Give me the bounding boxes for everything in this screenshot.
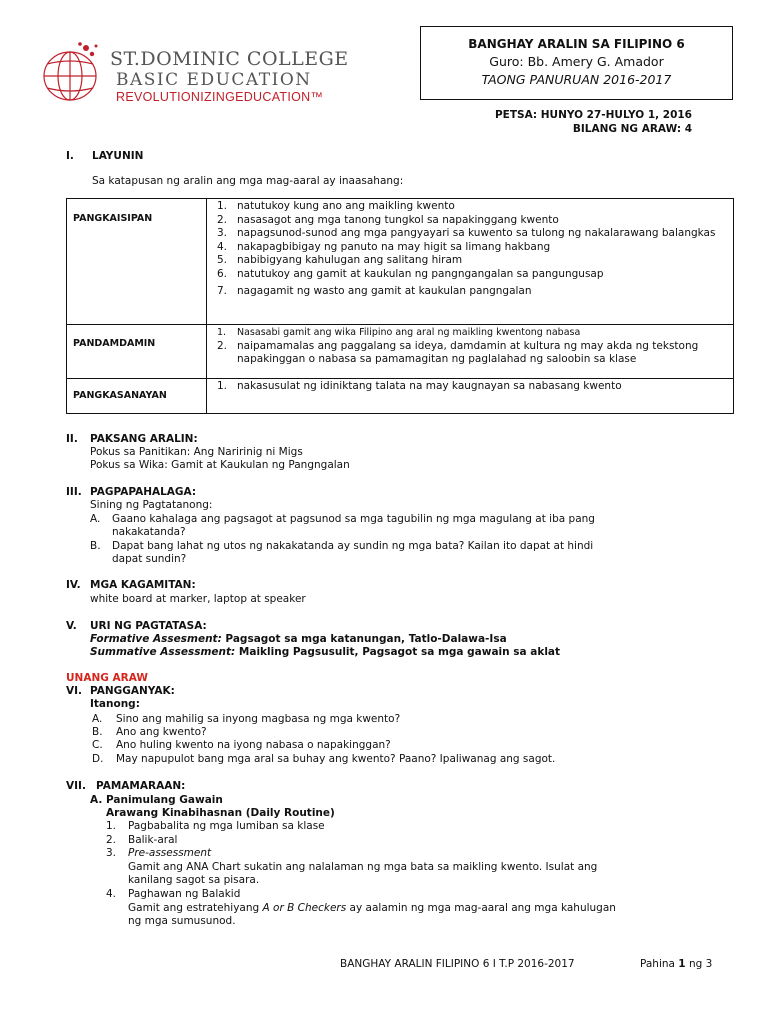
step-3-detail-line-1: Gamit ang ANA Chart sukatin ang nalalaman ng mga bata sa maikling kwento. Isulat ang: [128, 861, 598, 873]
school-logo: [36, 30, 349, 110]
table-row: [67, 325, 734, 379]
question-b: Ano ang kwento?: [116, 726, 207, 738]
kagamitan-text: white board at marker, laptop at speaker: [90, 593, 306, 605]
daily-routine: Arawang Kinabihasnan (Daily Routine): [106, 807, 335, 819]
section-title-pagpapahalaga: PAGPAPAHALAGA:: [90, 486, 197, 498]
objectives-table: [66, 198, 734, 414]
list-item: 3. napagsunod-sunod ang mga pangyayari sa kuwento sa tulong ng nakalarawang balangkas: [217, 227, 716, 239]
header-box: [420, 26, 733, 100]
page-number: Pahina 1 ng 3: [640, 958, 713, 970]
section-title-pagtatasa: URI NG PAGTATASA:: [90, 620, 207, 632]
step-3-detail-line-2: kanilang sagot sa pisara.: [128, 874, 260, 886]
category-cell: PANGKAISIPAN: [67, 199, 207, 325]
logo-school-name: ST.DOMINIC COLLEGE: [110, 48, 349, 70]
letter-a: A.: [90, 513, 101, 525]
question-a-line-1: Gaano kahalaga ang pagsagot at pagsunod sa mga tagubilin ng mga magulang at iba pang: [112, 513, 595, 525]
step-text: Balik-aral: [128, 834, 178, 846]
logo-tagline: REVOLUTIONIZINGEDUCATION™: [116, 90, 324, 104]
items-cell: [207, 379, 734, 414]
letter-c: C.: [92, 739, 103, 751]
question-c: Ano huling kwento na iyong nabasa o napakinggan?: [116, 739, 391, 751]
objective-list: [213, 326, 729, 367]
step-text: Pagbabalita ng mga lumiban sa klase: [128, 820, 325, 832]
step-text: Pre-assessment: [128, 847, 212, 859]
items-cell: [207, 199, 734, 325]
letter-d: D.: [92, 753, 104, 765]
list-item: 5. nabibigyang kahulugan ang salitang hiram: [217, 254, 463, 266]
list-item: 6. natutukoy ang gamit at kaukulan ng pangngangalan sa pangungusap: [217, 267, 604, 280]
category-cell: PANGKASANAYAN: [67, 379, 207, 414]
category-cell: PANDAMDAMIN: [67, 325, 207, 379]
table-row: [67, 379, 734, 414]
layunin-intro: Sa katapusan ng aralin ang mga mag-aaral ay inaasahang:: [92, 175, 404, 187]
letter-b: B.: [92, 726, 103, 738]
question-a-line-2: nakakatanda?: [112, 526, 186, 538]
paksa-line-1: Pokus sa Panitikan: Ang Naririnig ni Migs: [90, 446, 303, 458]
question-a: Sino ang mahilig sa inyong magbasa ng mga kwento?: [116, 713, 401, 725]
section-num-4: IV.: [66, 579, 81, 591]
date-range: PETSA: HUNYO 27-HULYO 1, 2016: [494, 109, 692, 121]
items-cell: [207, 325, 734, 379]
document-title: BANGHAY ARALIN SA FILIPINO 6: [468, 37, 685, 51]
letter-a: A.: [92, 713, 103, 725]
question-b-line-1: Dapat bang lahat ng utos ng nakakatanda ay sundin ng mga bata? Kailan ito dapat at hindi: [112, 540, 594, 552]
step-num: 1.: [106, 820, 117, 832]
list-item: 1. Nasasabi gamit ang wika Filipino ang aral ng maikling kwentong nabasa: [217, 327, 581, 338]
step-text: Paghawan ng Balakid: [128, 888, 241, 900]
section-num-1: I.: [66, 150, 74, 162]
table-row: [67, 199, 734, 325]
question-d: May napupulot bang mga aral sa buhay ang kwento? Paano? Ipaliwanag ang sagot.: [116, 753, 556, 765]
section-title-kagamitan: MGA KAGAMITAN:: [90, 579, 196, 591]
teacher-name: Guro: Bb. Amery G. Amador: [489, 54, 664, 69]
day-heading: UNANG ARAW: [66, 672, 148, 684]
section-num-6: VI.: [66, 685, 83, 697]
summative-line: Summative Assessment: Maikling Pagsusulit, Pagsagot sa mga gawain sa aklat: [90, 646, 561, 658]
page-footer: [340, 958, 713, 970]
list-item: 1. natutukoy kung ano ang maikling kwento: [217, 200, 455, 212]
section-num-3: III.: [66, 486, 82, 498]
footer-title: BANGHAY ARALIN FILIPINO 6 I T.P 2016-2017: [340, 958, 575, 970]
section-num-2: II.: [66, 433, 78, 445]
step-num: 3.: [106, 847, 117, 859]
section-title-pangganyak: PANGGANYAK:: [90, 685, 175, 697]
section-title-layunin: LAYUNIN: [92, 150, 144, 162]
objective-list: [213, 200, 729, 299]
step-num: 4.: [106, 888, 117, 900]
objective-list: [213, 380, 729, 394]
list-item: 7. nagagamit ng wasto ang gamit at kaukulan pangngalan: [217, 285, 532, 297]
formative-line: Formative Assesment: Pagsagot sa mga katanungan, Tatlo-Dalawa-Isa: [90, 633, 507, 645]
section-num-7: VII.: [66, 780, 86, 792]
step-num: 2.: [106, 834, 117, 846]
pagpapahalaga-sub: Sining ng Pagtatanong:: [90, 499, 213, 511]
school-year: TAONG PANURUAN 2016-2017: [481, 72, 672, 87]
day-count: BILANG NG ARAW: 4: [572, 123, 692, 135]
letter-b: B.: [90, 540, 101, 552]
globe-icon: [40, 40, 104, 104]
list-item: 2. nasasagot ang mga tanong tungkol sa napakinggang kwento: [217, 213, 559, 226]
section-title-paksa: PAKSANG ARALIN:: [90, 433, 198, 445]
list-item: 4. nakapagbibigay ng panuto na may higit sa limang hakbang: [217, 240, 551, 253]
logo-basic-education: BASIC EDUCATION: [116, 70, 312, 90]
list-item: 2. naipamamalas ang paggalang sa ideya, damdamin at kultura ng may akda ng tekstong napakinggan o nabasa sa pamamagitan ng paglalahad ng saloobin sa klase: [217, 339, 699, 365]
question-b-line-2: dapat sundin?: [112, 553, 187, 565]
panimulang-gawain: A. Panimulang Gawain: [90, 794, 223, 806]
paksa-line-2: Pokus sa Wika: Gamit at Kaukulan ng Pangngalan: [90, 459, 350, 471]
list-item: 1. nakasusulat ng idiniktang talata na may kaugnayan sa nabasang kwento: [217, 380, 622, 392]
pangganyak-sub: Itanong:: [90, 698, 140, 710]
section-title-pamamaraan: PAMAMARAAN:: [96, 780, 186, 792]
date-block: [495, 108, 692, 136]
step-4-detail-line-2: ng mga sumusunod.: [128, 915, 236, 927]
section-num-5: V.: [66, 620, 77, 632]
step-4-detail-line-1: Gamit ang estratehiyang A or B Checkers ay aalamin ng mga mag-aaral ang mga kahulugan: [128, 902, 616, 914]
